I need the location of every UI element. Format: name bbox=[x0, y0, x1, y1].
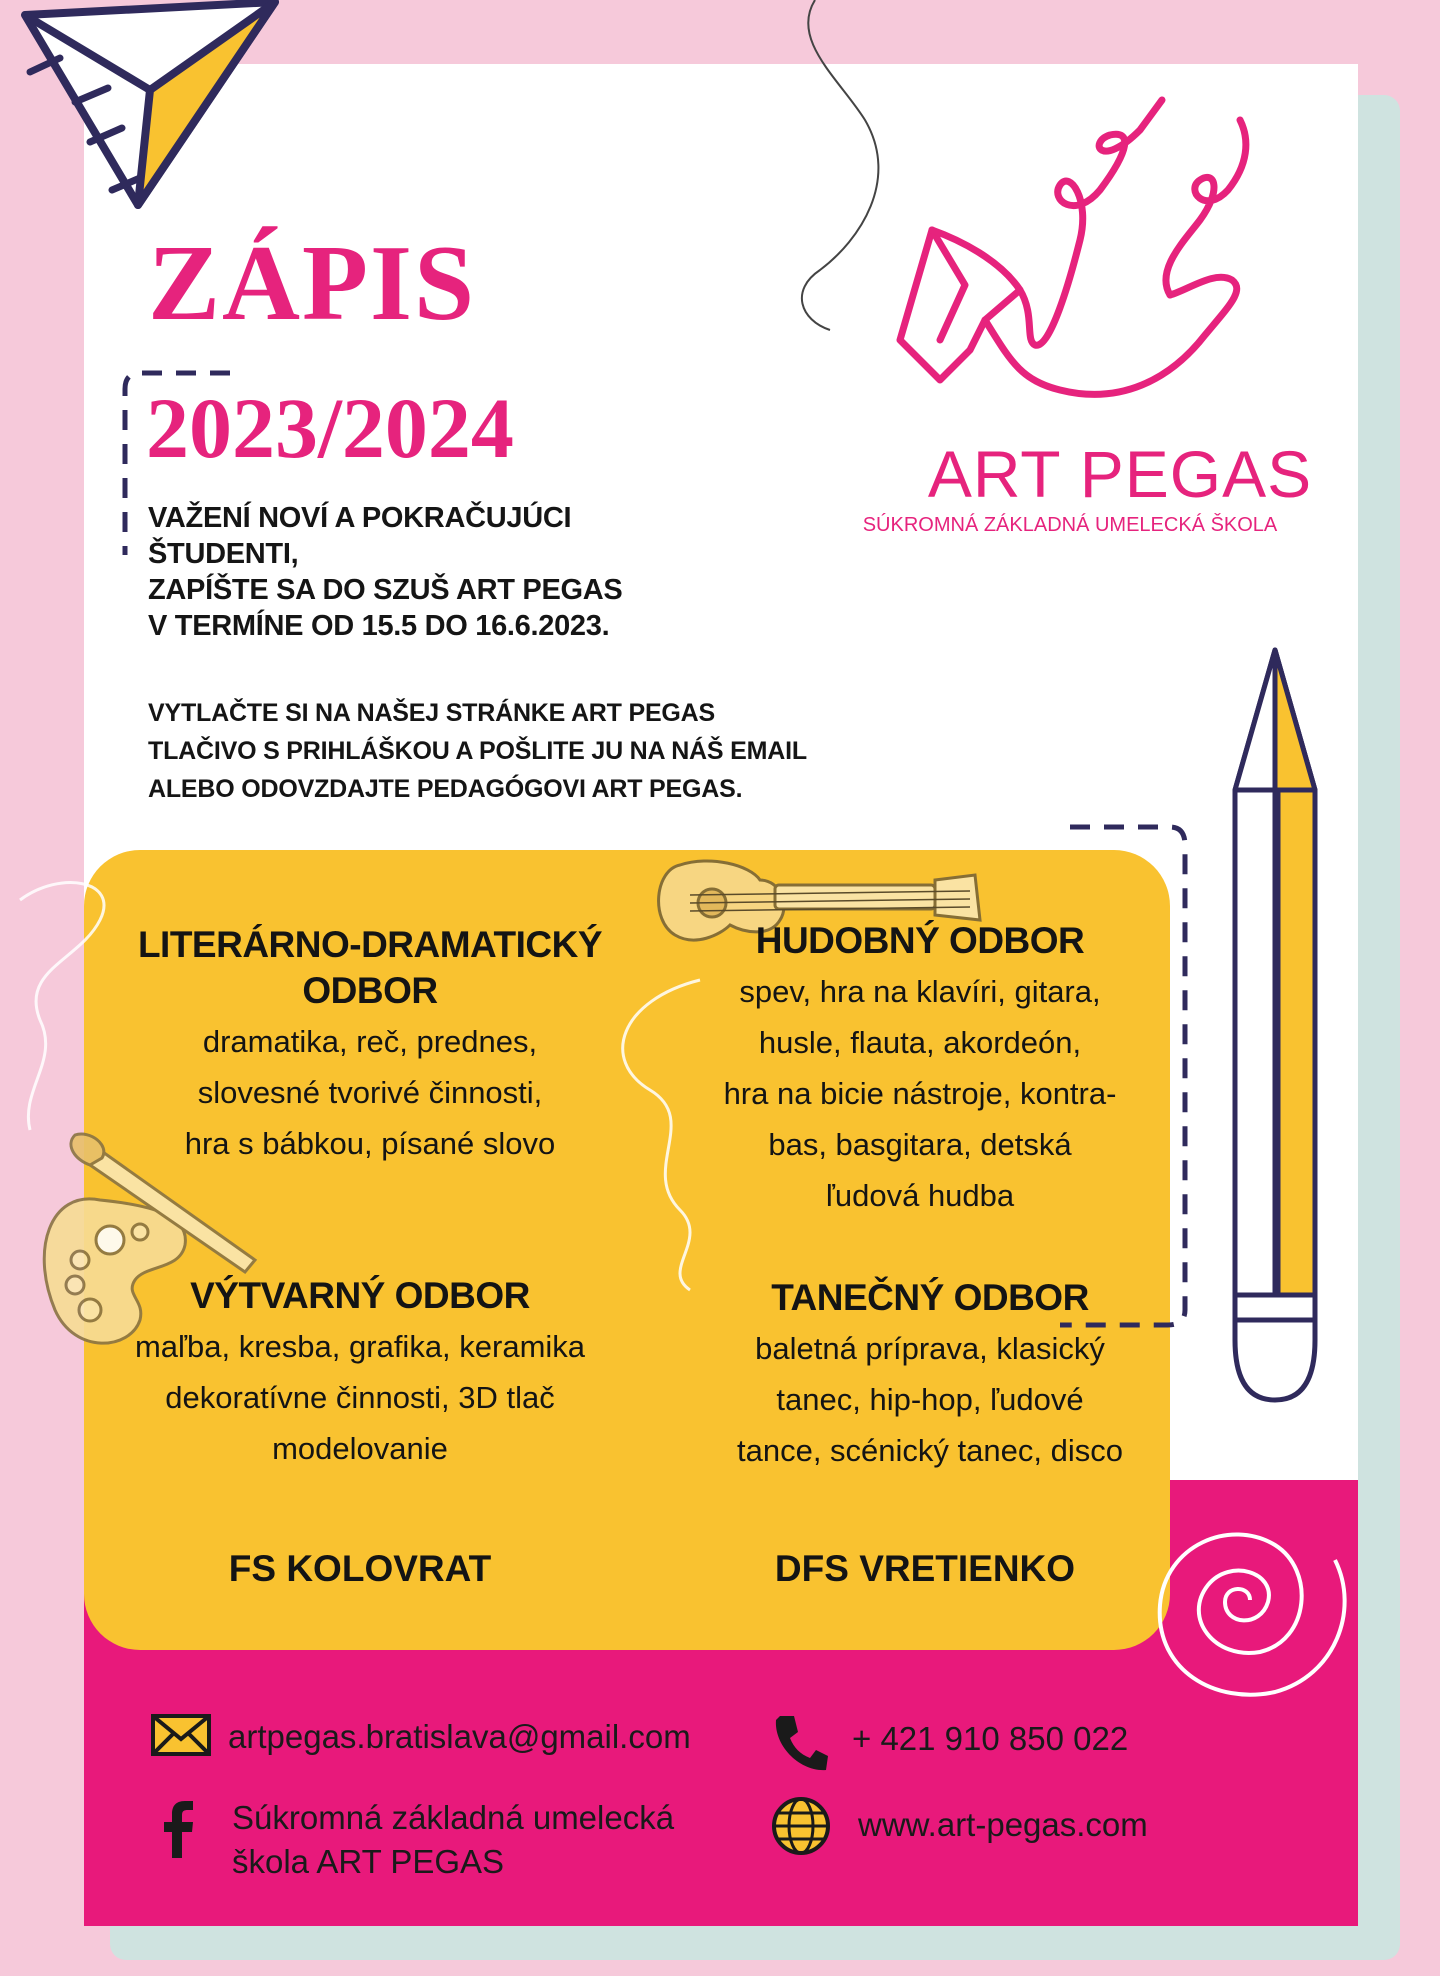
email-link[interactable]: artpegas.bratislava@gmail.com bbox=[228, 1718, 691, 1755]
instructions-line: VYTLAČTE SI NA NAŠEJ STRÁNKE ART PEGAS bbox=[148, 699, 715, 727]
pencil-icon bbox=[1220, 640, 1350, 1420]
school-year: 2023/2024 bbox=[146, 380, 514, 476]
intro-line: ŠTUDENTI, bbox=[148, 538, 299, 570]
brand-subtitle: SÚKROMNÁ ZÁKLADNÁ UMELECKÁ ŠKOLA bbox=[862, 514, 1278, 536]
dept-desc-line: modelovanie bbox=[272, 1431, 448, 1466]
ensemble-left: FS KOLOVRAT bbox=[228, 1548, 492, 1589]
phone-icon bbox=[770, 1710, 830, 1774]
dept-desc-line: dramatika, reč, prednes, bbox=[202, 1024, 538, 1059]
intro-line: VAŽENÍ NOVÍ A POKRAČUJÚCI bbox=[148, 502, 572, 534]
dept-description bbox=[110, 1321, 610, 1474]
dept-desc-line: hra s bábkou, písané slovo bbox=[184, 1126, 556, 1161]
dept-desc-line: bas, basgitara, detská bbox=[768, 1127, 1072, 1162]
dept-title: LITERÁRNO-DRAMATICKÝ bbox=[137, 924, 603, 965]
dept-title: TANEČNÝ ODBOR bbox=[771, 1277, 1089, 1318]
dept-title: ODBOR bbox=[302, 970, 438, 1011]
ensemble-right: DFS VRETIENKO bbox=[774, 1548, 1076, 1589]
dept-desc-line: tance, scénický tanec, disco bbox=[737, 1433, 1123, 1468]
spiral-icon bbox=[1110, 1470, 1370, 1730]
dept-literary bbox=[110, 922, 630, 1169]
instructions-text bbox=[148, 694, 908, 808]
intro-line: V TERMÍNE OD 15.5 DO 16.6.2023. bbox=[148, 610, 610, 642]
dept-desc-line: husle, flauta, akordeón, bbox=[758, 1025, 1082, 1060]
dept-title: HUDOBNÝ ODBOR bbox=[755, 920, 1085, 961]
dept-description bbox=[680, 966, 1160, 1221]
dept-description bbox=[690, 1323, 1170, 1476]
pegasus-logo-icon bbox=[870, 90, 1290, 430]
dept-desc-line: hra na bicie nástroje, kontra- bbox=[723, 1076, 1117, 1111]
globe-icon bbox=[770, 1795, 832, 1857]
website-link[interactable]: www.art-pegas.com bbox=[858, 1806, 1148, 1843]
dept-desc-line: tanec, hip-hop, ľudové bbox=[776, 1382, 1084, 1417]
phone-number[interactable]: + 421 910 850 022 bbox=[852, 1720, 1129, 1757]
facebook-icon bbox=[160, 1800, 196, 1860]
dept-desc-line: ľudová hudba bbox=[825, 1178, 1015, 1213]
dept-desc-line: slovesné tvorivé činnosti, bbox=[197, 1075, 543, 1110]
facebook-link[interactable] bbox=[232, 1796, 674, 1884]
instructions-line: TLAČIVO S PRIHLÁŠKOU A POŠLITE JU NA NÁŠ EMAIL bbox=[148, 737, 807, 765]
facebook-line: škola ART PEGAS bbox=[232, 1843, 505, 1880]
dept-description bbox=[110, 1016, 630, 1169]
paper-plane-icon bbox=[0, 0, 300, 230]
envelope-icon bbox=[150, 1713, 212, 1759]
intro-line: ZAPÍŠTE SA DO SZUŠ ART PEGAS bbox=[148, 574, 623, 606]
dept-dance bbox=[690, 1275, 1170, 1476]
dept-art bbox=[110, 1273, 610, 1474]
dept-title: VÝTVARNÝ ODBOR bbox=[190, 1275, 530, 1316]
facebook-line: Súkromná základná umelecká bbox=[232, 1799, 675, 1836]
intro-text bbox=[148, 500, 768, 644]
dept-desc-line: spev, hra na klavíri, gitara, bbox=[739, 974, 1101, 1009]
dept-desc-line: dekoratívne činnosti, 3D tlač bbox=[165, 1380, 555, 1415]
dept-desc-line: baletná príprava, klasický bbox=[755, 1331, 1105, 1366]
page-title: ZÁPIS bbox=[148, 224, 477, 343]
brand-name: ART PEGAS bbox=[927, 437, 1313, 511]
dept-desc-line: maľba, kresba, grafika, keramika bbox=[134, 1329, 586, 1364]
instructions-line: ALEBO ODOVZDAJTE PEDAGÓGOVI ART PEGAS. bbox=[148, 775, 743, 803]
dept-music bbox=[680, 918, 1160, 1221]
